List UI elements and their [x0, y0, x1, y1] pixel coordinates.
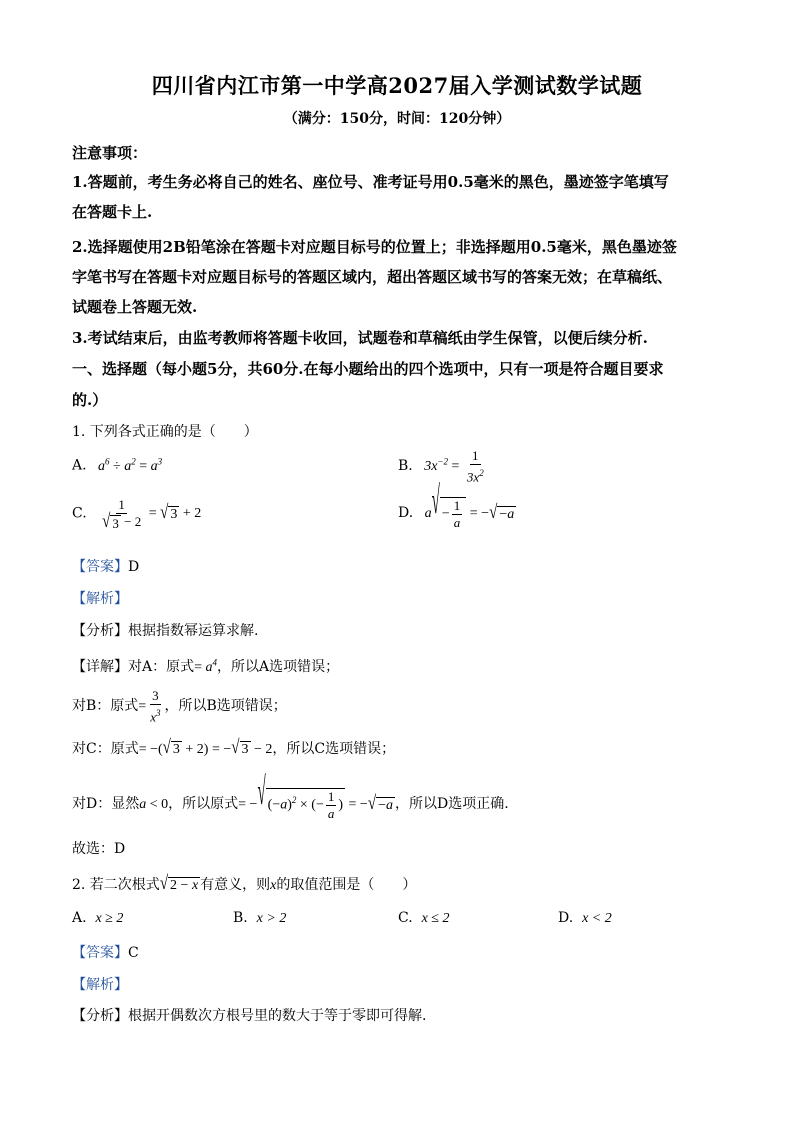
stem-text: 有意义，则 — [200, 877, 271, 893]
q1-option-a — [72, 456, 162, 475]
detail-text: 对C：原式 — [72, 741, 139, 757]
formula: √ 2 − x — [159, 873, 199, 895]
option-label: D. — [398, 505, 414, 522]
notice-item-2-cont2: 试题卷上答题无效. — [72, 298, 198, 316]
q1-analysis-tag: 【解析】 — [72, 591, 128, 607]
section-heading: 一、选择题（每小题5分，共60分.在每小题给出的四个选项中，只有一项是符合题目要求 — [72, 360, 664, 378]
question-2-stem — [72, 874, 416, 894]
detail-text: 对D：显然 — [72, 796, 140, 813]
formula: $3x^{-2}$ = $\frac{1}{3x^2}$ — [417, 448, 484, 485]
answer-tag: 【答案】 — [72, 559, 128, 575]
detail-text: ，所以B选项错误； — [164, 697, 287, 714]
q1-detail-b — [72, 688, 287, 725]
option-label: B. — [398, 457, 413, 474]
detail-text: 对B：原式 — [72, 697, 139, 714]
stem-text: 的取值范围是（ ） — [276, 877, 417, 893]
detail-text: ，所以A选项错误； — [217, 659, 340, 675]
q2-analysis-tag: 【解析】 — [72, 977, 128, 993]
section-heading-cont: 的.） — [72, 391, 108, 409]
detail-text: ，所以D选项正确. — [394, 796, 509, 813]
option-label: A. — [72, 457, 87, 474]
answer-tag: 【答案】 — [72, 945, 128, 961]
notice-item-2: 2.选择题使用2B铅笔涂在答题卡对应题目标号的位置上；非选择题用0.5毫米，黑色墨迹签 — [72, 238, 677, 256]
q2-answer — [72, 942, 139, 962]
notice-item-1-cont: 在答题卡上. — [72, 203, 153, 221]
q2-option-a — [72, 910, 123, 927]
formula: x < 2 — [582, 911, 612, 926]
formula: $a^6 \div a^2 = a^3$ — [91, 456, 163, 474]
formula: a < 0 — [139, 797, 169, 813]
formula: = $\frac{3}{x^3}$ — [138, 688, 161, 725]
q1-detail-a — [72, 656, 339, 676]
notice-item-2-cont: 字笔书写在答题卡对应题目标号的答题区域内，超出答题区域书写的答案无效；在草稿纸、 — [72, 268, 673, 286]
option-label: B. — [233, 910, 248, 926]
fenxi-tag: 【分析】 — [72, 623, 128, 639]
q1-detail-d — [72, 772, 509, 822]
fenxi-text: 根据开偶数次方根号里的数大于等于零即可得解. — [128, 1008, 427, 1024]
fenxi-text: 根据指数幂运算求解. — [128, 623, 259, 639]
question-1-stem: 1. 下列各式正确的是（ ） — [72, 424, 258, 440]
q1-answer — [72, 556, 139, 576]
q1-option-d — [398, 481, 516, 531]
answer-value: D — [128, 559, 140, 575]
fenxi-tag: 【分析】 — [72, 1008, 128, 1024]
q1-option-c — [72, 497, 201, 532]
option-label: C. — [72, 505, 87, 522]
notice-item-3: 3.考试结束后，由监考教师将答题卡收回，试题卷和草稿纸由学生保管，以便后续分析. — [72, 329, 648, 347]
q1-conclusion: 故选：D — [72, 841, 126, 857]
q2-option-c — [398, 910, 449, 927]
q1-fenxi — [72, 620, 258, 640]
formula: = $a^4$ — [194, 657, 218, 675]
q1-detail-c — [72, 738, 395, 758]
option-label: D. — [558, 910, 574, 926]
stem-text: 2. 若二次根式 — [72, 877, 160, 893]
formula: = −( √ 3 + 2) = − √ 3 − 2 — [138, 737, 273, 759]
detail-tag: 【详解】 — [72, 659, 128, 675]
q2-option-d — [558, 910, 612, 927]
detail-text: 对A：原式 — [128, 659, 195, 675]
formula: x ≤ 2 — [421, 911, 450, 926]
detail-text: ，所以原式 — [168, 796, 239, 813]
q2-fenxi — [72, 1005, 426, 1025]
formula: a √ − $\frac{1}{a}$ = − √ −a — [417, 481, 515, 530]
detail-text: ，所以C选项错误； — [272, 741, 396, 757]
option-label: C. — [398, 910, 413, 926]
answer-value: C — [128, 945, 139, 961]
formula: x ≥ 2 — [95, 911, 124, 926]
variable: x — [270, 878, 277, 893]
notice-item-1: 1.答题前，考生务必将自己的姓名、座位号、准考证号用0.5毫米的黑色，墨迹签字笔填写 — [72, 173, 669, 191]
q2-option-b — [233, 910, 286, 927]
formula: 1 √ 3 − 2 = √ 3 + 2 — [102, 497, 202, 532]
formula: x > 2 — [256, 911, 287, 926]
exam-info: （满分：150分，时间：120分钟） — [283, 111, 511, 127]
formula: = − √ $(-a)^2$ × (− $\frac{1}{a}$ ) = − √ −a — [238, 772, 393, 821]
notice-heading: 注意事项： — [72, 144, 148, 162]
q1-option-b — [398, 448, 488, 485]
option-label: A. — [72, 910, 87, 926]
page-title: 四川省内江市第一中学高2027届入学测试数学试题 — [151, 73, 643, 98]
